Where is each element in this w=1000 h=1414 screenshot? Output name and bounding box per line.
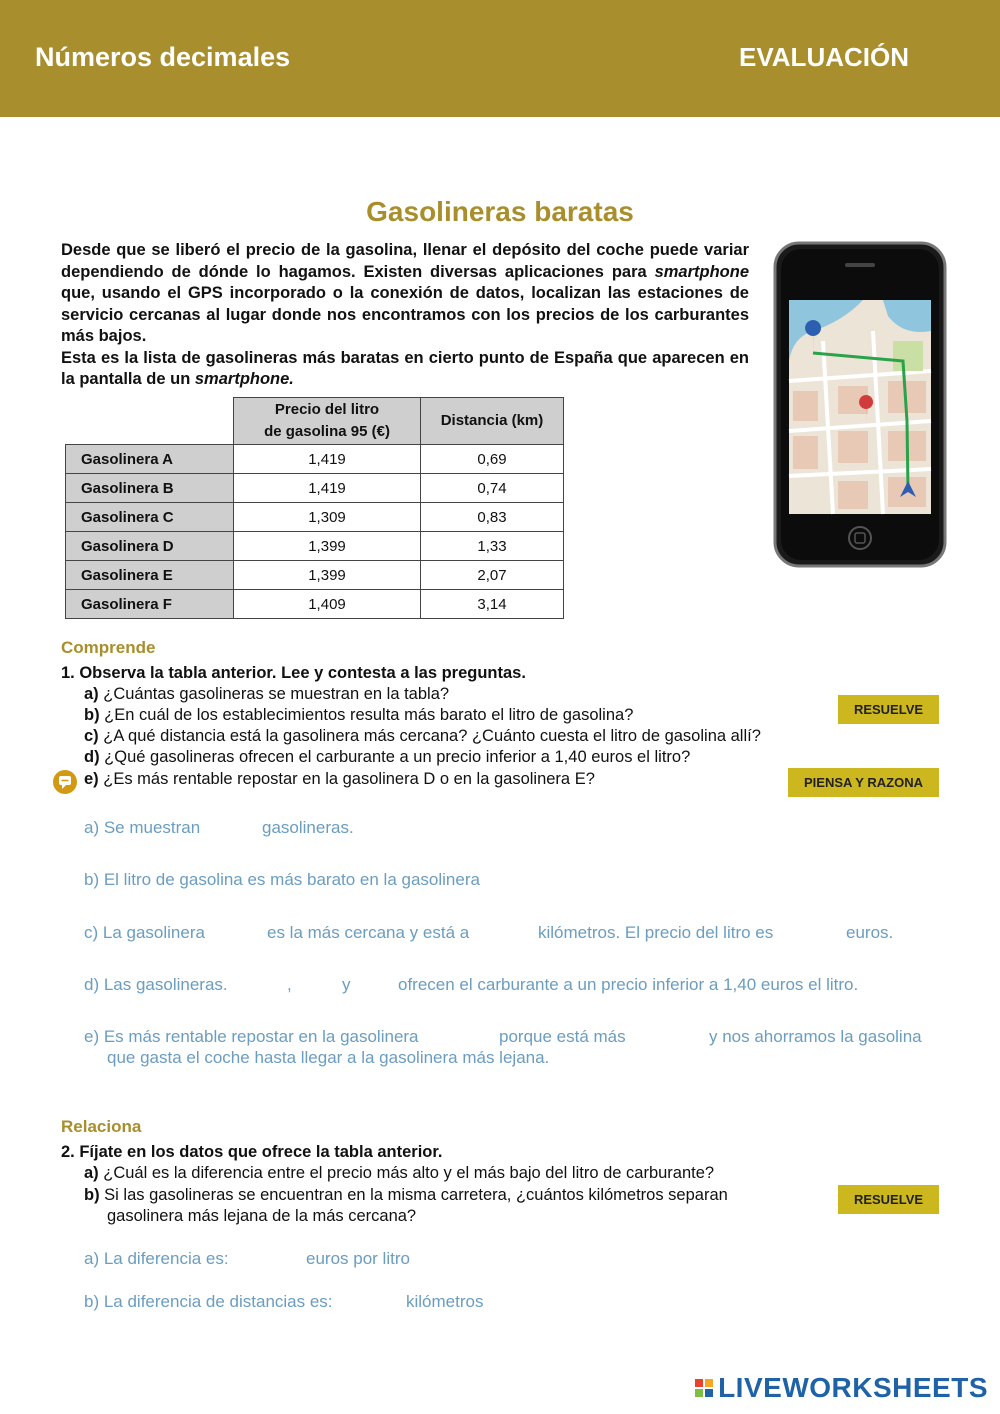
answer-1b: b) El litro de gasolina es más barato en la gasolinera [84,870,480,889]
table-row [66,445,564,474]
row-distance: 0,83 [421,503,564,532]
intro-paragraph-2: Esta es la lista de gasolineras más baratas en cierto punto de España que aparecen en la pantalla de un smartphone. [61,348,749,388]
logo-mark-icon [695,1379,713,1397]
row-name: Gasolinera B [66,474,234,503]
row-distance: 0,69 [421,445,564,474]
speech-bubble-icon [53,770,77,794]
row-distance: 1,33 [421,532,564,561]
answer-1e-part4: que gasta el coche hasta llegar a la gasolinera más lejana. [107,1048,550,1067]
row-name: Gasolinera D [66,532,234,561]
row-price: 1,419 [234,474,421,503]
question-1b: b) ¿En cuál de los establecimientos resulta más barato el litro de gasolina? [84,706,634,724]
table-row [66,561,564,590]
row-price: 1,399 [234,532,421,561]
answer-1a-start: a) Se muestran [84,818,201,837]
question-1d: d) ¿Qué gasolineras ofrecen el carburante a un precio inferior a 1,40 euros el litro? [84,748,691,766]
question-2-title: 2. Fíjate en los datos que ofrece la tabla anterior. [61,1143,443,1161]
table-row [66,532,564,561]
answer-1c-part3: kilómetros. El precio del litro es [538,923,774,942]
answer-1e-part1: e) Es más rentable repostar en la gasolinera [84,1027,419,1046]
page-title: Gasolineras baratas [366,196,634,227]
question-2b: b) Si las gasolineras se encuentran en la misma carretera, ¿cuántos kilómetros separan [84,1186,728,1204]
smartphone-map-image [773,241,947,568]
resuelve-badge-1: RESUELVE [838,695,939,724]
resuelve-badge-2: RESUELVE [838,1185,939,1214]
row-price: 1,309 [234,503,421,532]
row-name: Gasolinera F [66,590,234,619]
answer-1e-part3: y nos ahorramos la gasolina [709,1027,922,1046]
row-distance: 2,07 [421,561,564,590]
table-row [66,474,564,503]
question-2b-continued: gasolinera más lejana de la más cercana? [107,1207,417,1225]
row-price: 1,399 [234,561,421,590]
row-distance: 0,74 [421,474,564,503]
question-1c: c) ¿A qué distancia está la gasolinera más cercana? ¿Cuánto cuesta el litro de gasolina allí? [84,727,761,745]
row-name: Gasolinera E [66,561,234,590]
answer-1d-part1: d) Las gasolineras. [84,975,228,994]
header-section: EVALUACIÓN [739,42,909,72]
row-price: 1,409 [234,590,421,619]
intro-paragraph-1: Desde que se liberó el precio de la gasolina, llenar el depósito del coche puede variar dependiendo de dónde lo hagamos. Existen diversas aplicaciones para smartphone que, usando el GPS incorporado o la conexión de datos, localizan las estaciones de servicio cercanas al lugar donde nos encontramos con los precios de los carburantes más bajos. [61,241,749,345]
answer-2b-start: b) La diferencia de distancias es: [84,1292,333,1311]
question-1-title: 1. Observa la tabla anterior. Lee y contesta a las preguntas. [61,664,526,682]
answer-1c-part1: c) La gasolinera [84,923,205,942]
answer-1d-and: y [342,975,351,994]
table-corner [66,398,234,445]
question-1e: e) ¿Es más rentable repostar en la gasolinera D o en la gasolinera E? [84,770,595,788]
row-name: Gasolinera C [66,503,234,532]
intro-text [61,240,749,391]
row-distance: 3,14 [421,590,564,619]
column-header-price: Precio del litro de gasolina 95 (€) [234,398,421,445]
row-price: 1,419 [234,445,421,474]
row-name: Gasolinera A [66,445,234,474]
table-row [66,590,564,619]
answer-1c-part4: euros. [846,923,894,942]
answer-1c-part2: es la más cercana y está a [267,923,470,942]
header-title: Números decimales [35,42,291,72]
answer-2a-start: a) La diferencia es: [84,1249,229,1268]
answer-1e-part2: porque está más [499,1027,626,1046]
piensa-razona-badge: PIENSA Y RAZONA [788,768,939,797]
section-label-comprende: Comprende [61,638,156,657]
gas-station-table [65,397,564,619]
column-header-distance: Distancia (km) [421,398,564,445]
logo-text: LIVEWORKSHEETS [718,1372,988,1403]
table-row [66,503,564,532]
header-bar [0,0,1000,117]
question-2a: a) ¿Cuál es la diferencia entre el precio más alto y el más bajo del litro de carburante? [84,1164,715,1182]
answer-2b-end: kilómetros [406,1292,484,1311]
answer-1d-part4: ofrecen el carburante a un precio inferior a 1,40 euros el litro. [398,975,859,994]
table-header-row [66,398,564,445]
question-1a: a) ¿Cuántas gasolineras se muestran en la tabla? [84,685,450,703]
liveworksheets-logo [695,1372,988,1404]
answer-2a-end: euros por litro [306,1249,410,1268]
chat-bubble-icon[interactable] [53,770,77,794]
answer-1d-comma: , [287,975,292,994]
answer-1a-end: gasolineras. [262,818,354,837]
section-label-relaciona: Relaciona [61,1117,142,1136]
